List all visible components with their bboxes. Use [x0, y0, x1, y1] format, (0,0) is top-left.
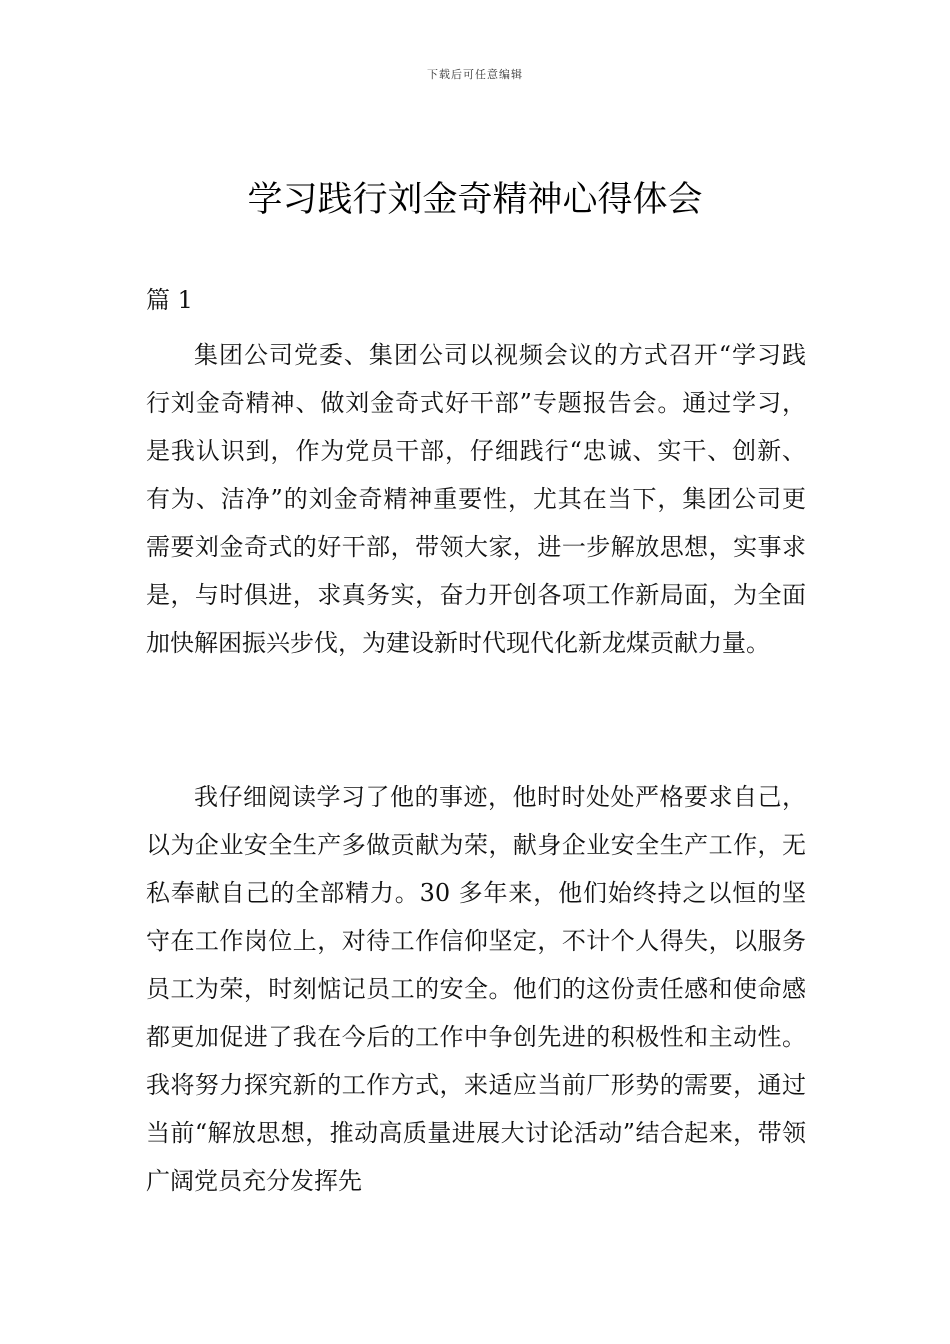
header-note: 下载后可任意编辑	[427, 68, 523, 81]
paragraph-2: 我仔细阅读学习了他的事迹，他时时处处严格要求自己，以为企业安全生产多做贡献为荣，献身企业安全生产工作，无私奉献自己的全部精力。30 多年来，他们始终持之以恒的坚守在工作岗位上，对待工作信仰坚定，不计个人得失，以服务员工为荣，时刻惦记员工的安全。他们的这份责任感和使命感都更加促进了我在今后的工作中争创先进的积极性和主动性。我将努力探究新的工作方式，来适应当前厂形势的需要，通过当前“解放思想，推动高质量进展大讨论活动”结合起来，带领广阔党员充分发挥先	[146, 783, 806, 1195]
paragraph-1: 集团公司党委、集团公司以视频会议的方式召开“学习践行刘金奇精神、做刘金奇式好干部”专题报告会。通过学习，是我认识到，作为党员干部，仔细践行“忠诚、实干、创新、有为、洁净”的刘金奇精神重要性，尤其在当下，集团公司更需要刘金奇式的好干部，带领大家，进一步解放思想，实事求是，与时俱进，求真务实，奋力开创各项工作新局面，为全面加快解困振兴步伐，为建设新时代现代化新龙煤贡献力量。	[146, 341, 806, 657]
section-label: 篇 1	[146, 286, 193, 314]
document-title: 学习践行刘金奇精神心得体会	[247, 180, 703, 220]
